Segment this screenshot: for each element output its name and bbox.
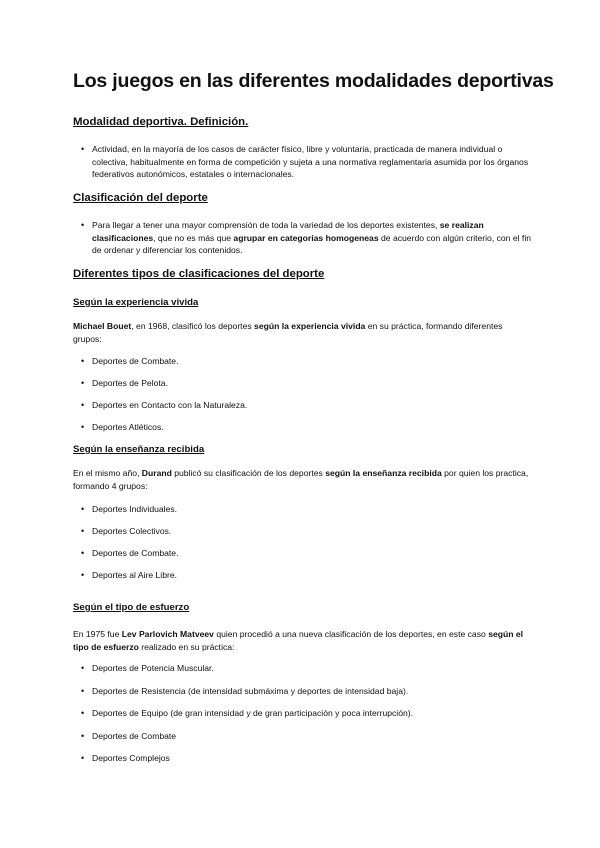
paragraph-durand: En el mismo año, Durand publicó su clasificación de los deportes según la enseñanza recibida por quien los practica, formando 4 grupos: bbox=[73, 468, 529, 491]
list-item: • Deportes Atléticos. bbox=[92, 421, 164, 433]
list-item: • Deportes de Combate. bbox=[92, 355, 178, 367]
paragraph-matveev: En 1975 fue Lev Parlovich Matveev quien procedió a una nueva clasificación de los deportes, en este caso según el tipo de esfuerzo realizado en su práctica: bbox=[73, 629, 524, 652]
list-item: • Deportes de Combate. bbox=[92, 547, 178, 559]
subheading-tipo-esfuerzo: Según el tipo de esfuerzo bbox=[73, 602, 190, 613]
list-item: • Deportes de Pelota. bbox=[92, 377, 168, 389]
heading-clasificacion: Clasificación del deporte bbox=[73, 192, 208, 204]
list-item: • Deportes Individuales. bbox=[92, 503, 177, 515]
subheading-experiencia-vivida: Según la experiencia vivida bbox=[73, 297, 199, 308]
subheading-ensenanza-recibida: Según la enseñanza recibida bbox=[73, 444, 205, 455]
list-item: • Deportes en Contacto con la Naturaleza. bbox=[92, 399, 247, 411]
definition-bullet: • Actividad, en la mayoría de los casos de carácter físico, libre y voluntaria, practicada de manera individual o colectiva, habitualmente en forma de competición y sujeta a una normativa reglamentaria asumida por los órganos federativos autonómicos, estatales o internacionales. bbox=[92, 143, 532, 181]
list-item: • Deportes de Combate bbox=[92, 730, 176, 742]
list-item: • Deportes Colectivos. bbox=[92, 525, 171, 537]
heading-modalidad-deportiva: Modalidad deportiva. Definición. bbox=[73, 116, 249, 128]
list-item: • Deportes Complejos bbox=[92, 752, 170, 764]
list-item: • Deportes de Equipo (de gran intensidad y de gran participación y poca interrupción). bbox=[92, 707, 413, 719]
list-item: • Deportes al Aire Libre. bbox=[92, 569, 177, 581]
list-item: • Deportes de Resistencia (de intensidad submáxima y deportes de intensidad baja). bbox=[92, 685, 408, 697]
heading-tipos-clasificaciones: Diferentes tipos de clasificaciones del deporte bbox=[73, 268, 325, 280]
clasificacion-bullet: • Para llegar a tener una mayor comprensión de toda la variedad de los deportes existentes, se realizan clasificaciones, que no es más que agrupar en categorías homogeneas de acuerdo con algún criterio, con el fin de ordenar y diferenciar los contenidos. bbox=[92, 219, 532, 257]
paragraph-bouet: Michael Bouet, en 1968, clasificó los deportes según la experiencia vivida en su práctica, formando diferentes grupos: bbox=[73, 321, 503, 344]
list-item: • Deportes de Potencia Muscular. bbox=[92, 662, 214, 674]
page-title: Los juegos en las diferentes modalidades deportivas bbox=[73, 70, 554, 92]
